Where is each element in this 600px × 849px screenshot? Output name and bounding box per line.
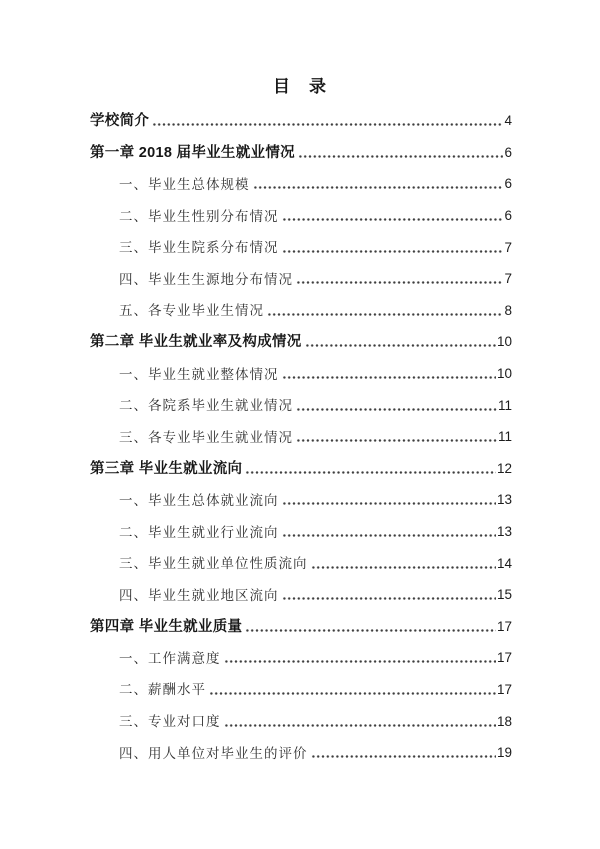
toc-entry-label: 五、各专业毕业生情况 — [119, 303, 264, 319]
toc-entry-page-number: 19 — [496, 745, 512, 761]
dot-leader — [253, 186, 504, 189]
dot-leader — [209, 692, 496, 695]
toc-entry — [90, 420, 512, 452]
toc-entry-page-number: 8 — [504, 302, 512, 318]
toc-entry-label: 三、毕业生院系分布情况 — [119, 240, 279, 256]
dot-leader — [282, 218, 504, 221]
dot-leader — [282, 597, 496, 600]
toc-entry-label: 第四章 毕业生就业质量 — [90, 618, 243, 635]
toc-entry — [90, 357, 512, 389]
toc-entry — [90, 736, 512, 768]
toc-entry-page-number: 17 — [496, 618, 512, 634]
toc-entry — [90, 262, 512, 294]
toc-entry — [90, 199, 512, 231]
dot-leader — [296, 281, 503, 284]
toc-entry-page-number: 7 — [504, 271, 512, 287]
toc-entry-page-number: 6 — [504, 208, 512, 224]
toc-entry-page-number: 13 — [496, 492, 512, 508]
dot-leader — [224, 724, 496, 727]
toc-entry — [90, 578, 512, 610]
dot-leader — [245, 629, 496, 632]
toc-entry — [90, 483, 512, 515]
toc-entry — [90, 515, 512, 547]
toc-entry-page-number: 11 — [497, 429, 512, 445]
toc-entry-page-number: 18 — [496, 713, 512, 729]
toc-entry — [90, 167, 512, 199]
dot-leader — [282, 534, 496, 537]
toc-entry-page-number: 13 — [496, 524, 512, 540]
dot-leader — [267, 313, 503, 316]
toc-entry-label: 四、毕业生就业地区流向 — [119, 587, 279, 603]
toc-entry — [90, 452, 512, 484]
toc-entry-page-number: 4 — [504, 113, 512, 129]
toc-entry-page-number: 7 — [504, 239, 512, 255]
dot-leader — [245, 471, 496, 474]
dot-leader — [152, 123, 503, 126]
toc-entry-label: 第三章 毕业生就业流向 — [90, 460, 243, 477]
toc-entry — [90, 325, 512, 357]
dot-leader — [296, 439, 497, 442]
toc-entry — [90, 136, 512, 168]
toc-entry-label: 二、薪酬水平 — [119, 682, 206, 698]
toc-entry-label: 三、各专业毕业生就业情况 — [119, 429, 293, 445]
toc-entry-page-number: 14 — [496, 555, 512, 571]
toc-entry-page-number: 6 — [504, 176, 512, 192]
dot-leader — [282, 502, 496, 505]
toc-entry-label: 一、毕业生就业整体情况 — [119, 366, 279, 382]
toc-entry — [90, 230, 512, 262]
toc-entry-page-number: 17 — [496, 681, 512, 697]
toc-entry-page-number: 10 — [496, 334, 512, 350]
toc-entry-label: 一、毕业生总体规模 — [119, 176, 250, 192]
toc-entry-label: 二、毕业生性别分布情况 — [119, 208, 279, 224]
toc-entry-page-number: 15 — [496, 587, 512, 603]
toc-entry — [90, 546, 512, 578]
toc-entry — [90, 673, 512, 705]
toc-entry — [90, 294, 512, 326]
toc-entry-label: 第一章 2018 届毕业生就业情况 — [90, 144, 295, 161]
toc-entry-label: 一、毕业生总体就业流向 — [119, 492, 279, 508]
dot-leader — [305, 344, 496, 347]
dot-leader — [311, 566, 496, 569]
toc-entry-label: 二、各院系毕业生就业情况 — [119, 398, 293, 414]
toc-entry-label: 三、毕业生就业单位性质流向 — [119, 556, 308, 572]
dot-leader — [224, 660, 496, 663]
toc-entry — [90, 388, 512, 420]
toc-entry — [90, 104, 512, 136]
toc-entry — [90, 610, 512, 642]
dot-leader — [296, 408, 497, 411]
toc-entry-label: 一、工作满意度 — [119, 650, 221, 666]
toc-title: 目 录 — [273, 77, 327, 96]
dot-leader — [282, 250, 504, 253]
dot-leader — [311, 755, 496, 758]
toc-entry-page-number: 12 — [496, 460, 512, 476]
dot-leader — [298, 155, 504, 158]
toc-entry — [90, 704, 512, 736]
toc-entry-label: 第二章 毕业生就业率及构成情况 — [90, 334, 302, 351]
toc-entry-label: 学校简介 — [90, 113, 150, 130]
toc-entry — [90, 641, 512, 673]
toc-entry-label: 二、毕业生就业行业流向 — [119, 524, 279, 540]
toc-list — [90, 104, 512, 767]
toc-entry-page-number: 11 — [497, 397, 512, 413]
toc-entry-page-number: 6 — [504, 144, 512, 160]
toc-entry-label: 四、毕业生生源地分布情况 — [119, 271, 293, 287]
toc-entry-page-number: 17 — [496, 650, 512, 666]
dot-leader — [282, 376, 496, 379]
toc-entry-label: 三、专业对口度 — [119, 714, 221, 730]
toc-entry-label: 四、用人单位对毕业生的评价 — [119, 745, 308, 761]
toc-entry-page-number: 10 — [496, 366, 512, 382]
